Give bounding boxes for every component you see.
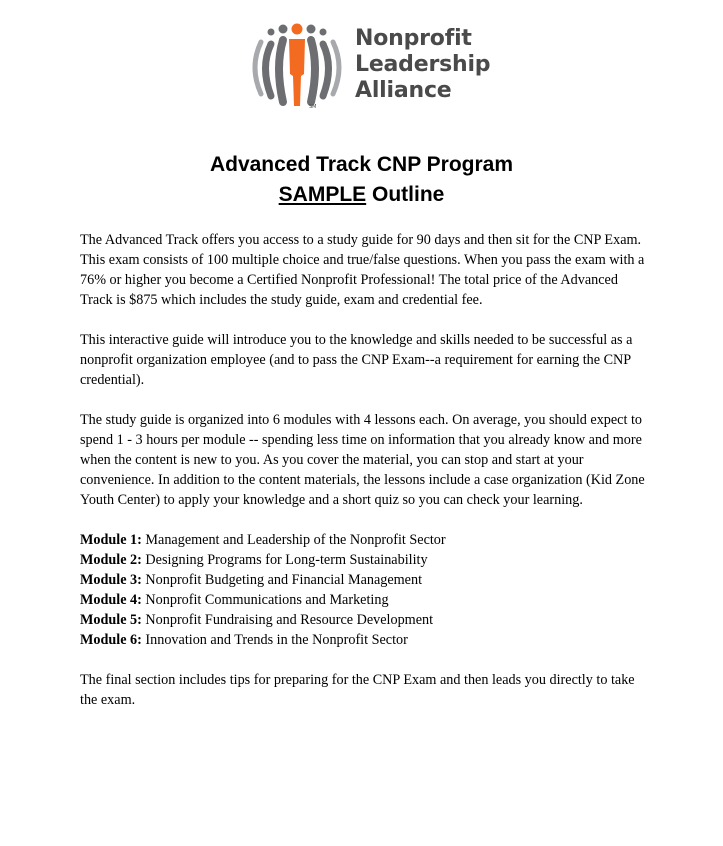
module-list [80, 530, 650, 650]
sample-word: SAMPLE [278, 183, 367, 206]
module-item [80, 570, 650, 590]
guide-paragraph: This interactive guide will introduce you to the knowledge and skills needed to be successful as a nonprofit organization employee (and to pass the CNP Exam--a requirement for earning the CNP credential). [80, 332, 633, 388]
module-title: Nonprofit Communications and Marketing [141, 592, 389, 608]
module-title: Management and Leadership of the Nonprofit Sector [141, 532, 446, 548]
module-label: Module 5: [80, 612, 142, 628]
module-item [80, 610, 650, 630]
logo-line-2: Leadership [355, 52, 491, 77]
title-line-2 [0, 180, 723, 210]
nonprofit-leadership-alliance-logo [247, 22, 491, 112]
module-item [80, 630, 650, 650]
module-item [80, 550, 650, 570]
module-title: Innovation and Trends in the Nonprofit Sector [141, 632, 408, 648]
document-body [80, 230, 650, 730]
module-title: Nonprofit Budgeting and Financial Management [141, 572, 423, 588]
closing-paragraph: The final section includes tips for preparing for the CNP Exam and then leads you directly to take the exam. [80, 672, 635, 708]
people-logo-icon [247, 22, 347, 110]
module-item [80, 530, 650, 550]
module-title: Nonprofit Fundraising and Resource Development [141, 612, 434, 628]
module-label: Module 1: [80, 532, 142, 548]
module-item [80, 590, 650, 610]
module-label: Module 4: [80, 592, 142, 608]
service-mark: SM [309, 104, 317, 110]
logo-wordmark [355, 26, 490, 104]
title-line-1: Advanced Track CNP Program [209, 153, 514, 176]
document-title [0, 150, 723, 210]
logo-line-1: Nonprofit [355, 26, 472, 51]
outline-word: Outline [366, 183, 445, 206]
module-label: Module 6: [80, 632, 142, 648]
module-title: Designing Programs for Long-term Sustainability [141, 552, 428, 568]
module-label: Module 3: [80, 572, 142, 588]
study-guide-paragraph: The study guide is organized into 6 modules with 4 lessons each. On average, you should expect to spend 1 - 3 hours per module -- spending less time on information that you already know and more when the content is new to you. As you cover the material, you can stop and start at your convenience. In addition to the content materials, the lessons include a case organization (Kid Zone Youth Center) to apply your knowledge and a short quiz so you can check your learning. [80, 412, 645, 508]
intro-paragraph: The Advanced Track offers you access to a study guide for 90 days and then sit for the CNP Exam. This exam consists of 100 multiple choice and true/false questions. When you pass the exam with a 76% or higher you become a Certified Nonprofit Professional! The total price of the Advanced Track is $875 which includes the study guide, exam and credential fee. [80, 232, 645, 308]
logo-line-3: Alliance [355, 78, 452, 103]
module-label: Module 2: [80, 552, 142, 568]
